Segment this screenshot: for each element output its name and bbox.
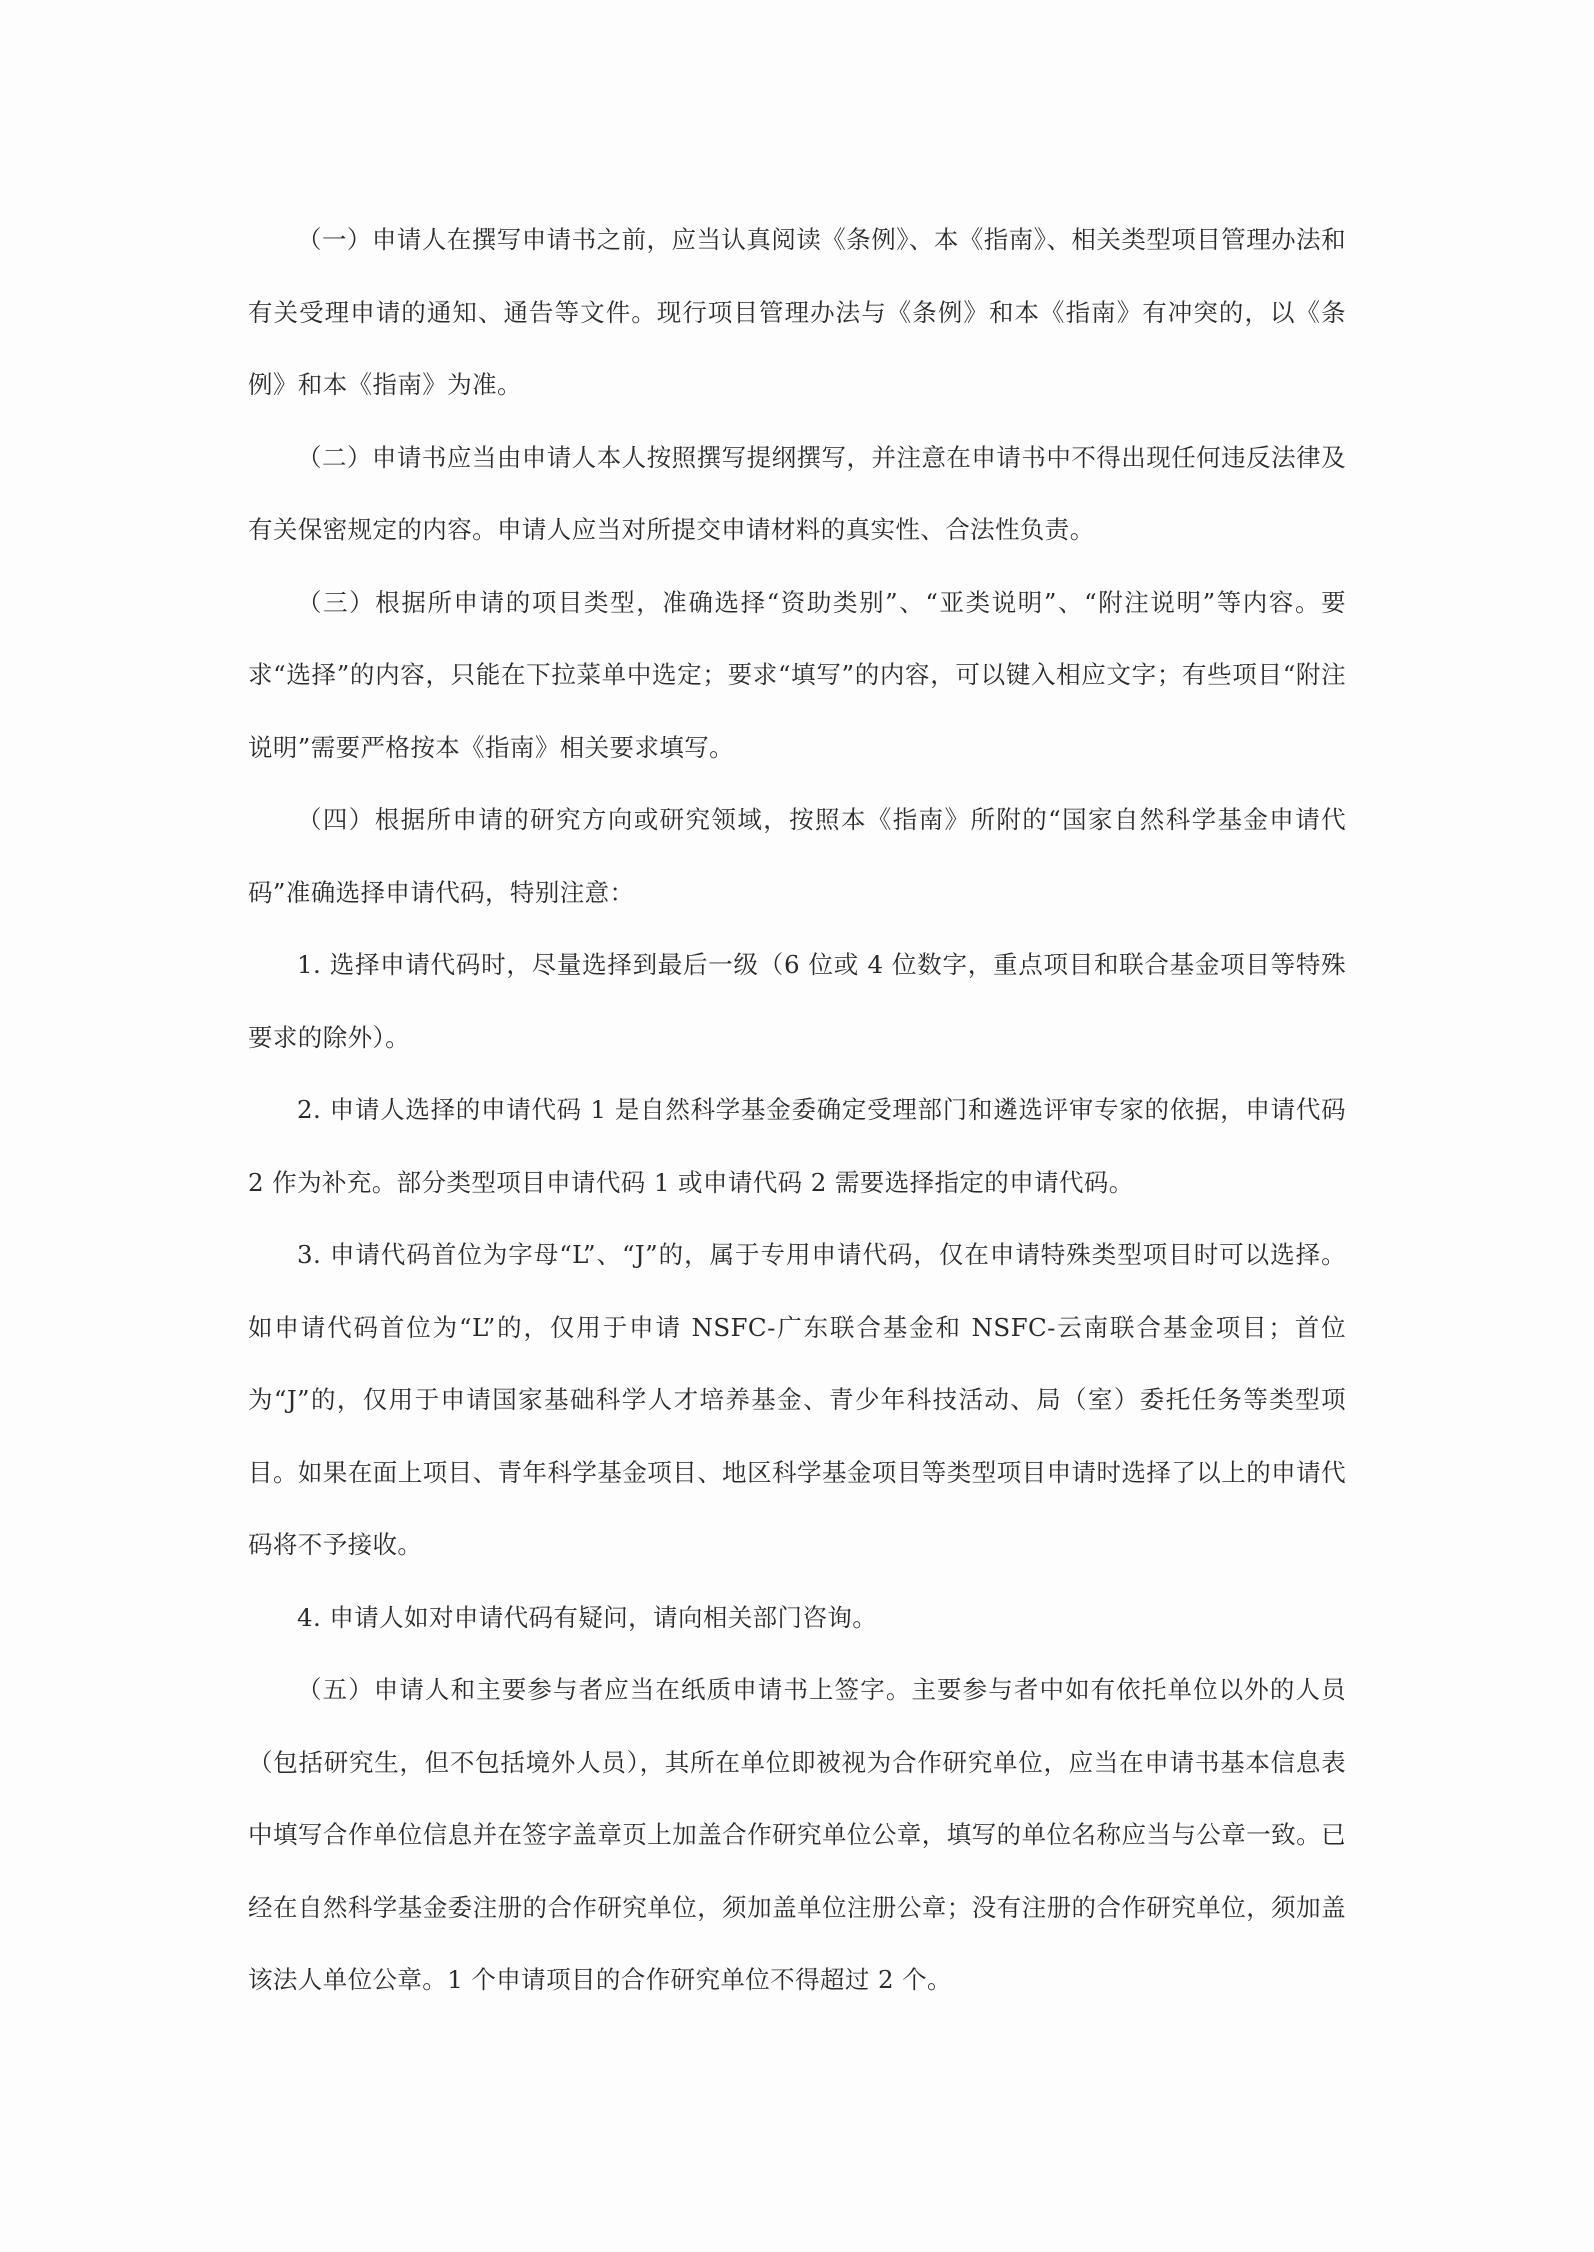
document-body [248,204,1346,2017]
paragraph-8: 4. 申请人如对申请代码有疑问，请向相关部门咨询。 [297,1602,878,1632]
paragraph-3: （三）根据所申请的项目类型，准确选择“资助类别”、“亚类说明”、“附注说明”等内容。要求“选择”的内容，只能在下拉菜单中选定；要求“填写”的内容，可以键入相应文字；有些项目“附注说明”需要严格按本《指南》相关要求填写。 [248,587,1346,762]
paragraph-4: （四）根据所申请的研究方向或研究领域，按照本《指南》所附的“国家自然科学基金申请代码”准确选择申请代码，特别注意： [248,805,1346,907]
paragraph-9: （五）申请人和主要参与者应当在纸质申请书上签字。主要参与者中如有依托单位以外的人员（包括研究生，但不包括境外人员），其所在单位即被视为合作研究单位，应当在申请书基本信息表中填写合作单位信息并在签字盖章页上加盖合作研究单位公章，填写的单位名称应当与公章一致。已经在自然科学基金委注册的合作研究单位，须加盖单位注册公章；没有注册的合作研究单位，须加盖该法人单位公章。1 个申请项目的合作研究单位不得超过 2 个。 [248,1675,1346,1994]
paragraph-7: 3. 申请代码首位为字母“L”、“J”的，属于专用申请代码，仅在申请特殊类型项目时可以选择。如申请代码首位为“L”的，仅用于申请 NSFC-广东联合基金和 NSFC-云南联合基金项目；首位为“J”的，仅用于申请国家基础科学人才培养基金、青少年科技活动、局（室）委托任务等类型项目。如果在面上项目、青年科学基金项目、地区科学基金项目等类型项目申请时选择了以上的申请代码将不予接收。 [248,1240,1346,1559]
paragraph-6: 2. 申请人选择的申请代码 1 是自然科学基金委确定受理部门和遴选评审专家的依据，申请代码 2 作为补充。部分类型项目申请代码 1 或申请代码 2 需要选择指定的申请代码。 [248,1095,1346,1197]
paragraph-2: （二）申请书应当由申请人本人按照撰写提纲撰写，并注意在申请书中不得出现任何违反法律及有关保密规定的内容。申请人应当对所提交申请材料的真实性、合法性负责。 [248,442,1346,544]
paragraph-5: 1. 选择申请代码时，尽量选择到最后一级（6 位或 4 位数字，重点项目和联合基金项目等特殊要求的除外）。 [248,950,1346,1052]
paragraph-1: （一）申请人在撰写申请书之前，应当认真阅读《条例》、本《指南》、相关类型项目管理办法和有关受理申请的通知、通告等文件。现行项目管理办法与《条例》和本《指南》有冲突的，以《条例》和本《指南》为准。 [248,225,1346,399]
